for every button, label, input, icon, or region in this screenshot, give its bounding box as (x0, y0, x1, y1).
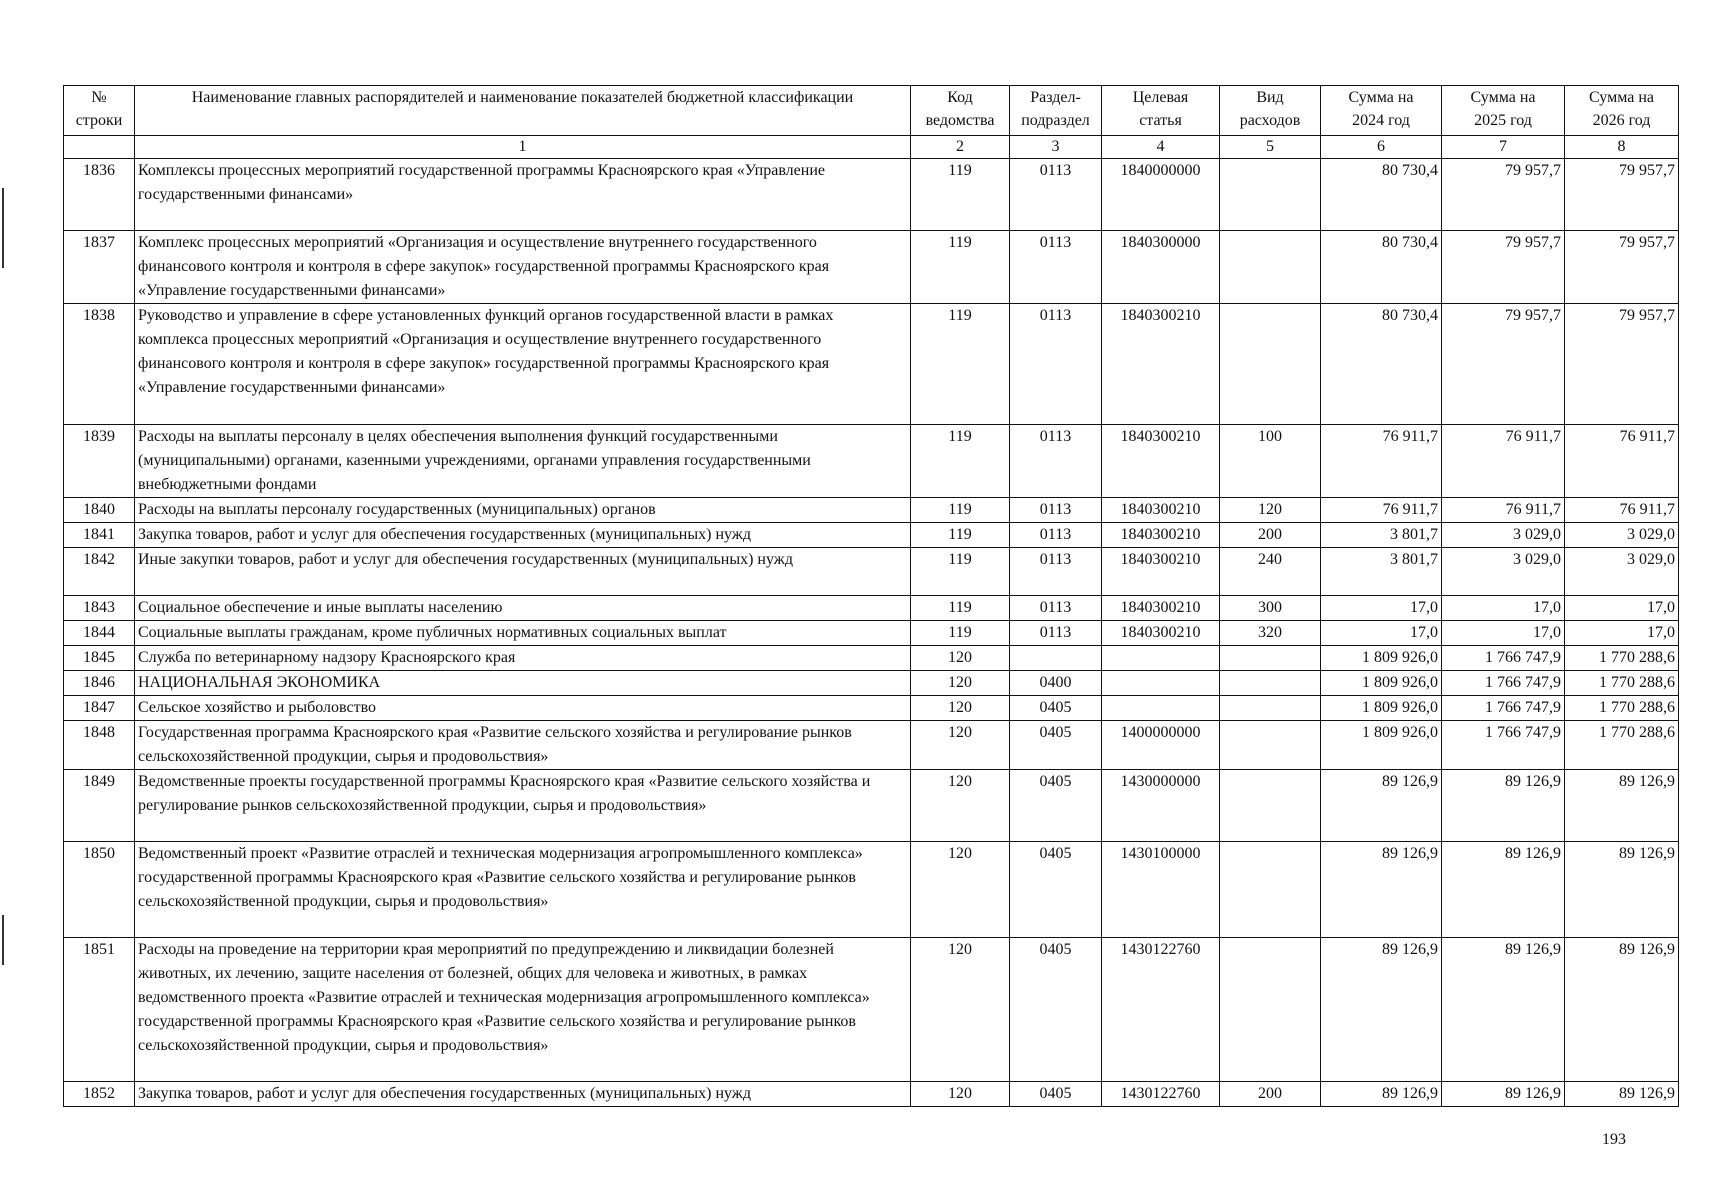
row-expense-kind: 200 (1220, 523, 1321, 548)
row-sum-2025: 1 766 747,9 (1442, 646, 1565, 671)
table-row (64, 548, 1679, 596)
row-sum-2024: 1 809 926,0 (1321, 696, 1442, 721)
row-sum-2025: 89 126,9 (1442, 1082, 1565, 1107)
row-sum-2026: 79 957,7 (1565, 231, 1679, 304)
row-expense-kind (1220, 159, 1321, 231)
row-department-code: 120 (911, 696, 1010, 721)
row-sum-2026: 89 126,9 (1565, 770, 1679, 842)
row-expense-kind: 120 (1220, 498, 1321, 523)
row-department-code: 120 (911, 770, 1010, 842)
row-number: 1845 (64, 646, 135, 671)
row-sum-2025: 89 126,9 (1442, 938, 1565, 1082)
row-sum-2024: 17,0 (1321, 596, 1442, 621)
row-sum-2024: 80 730,4 (1321, 231, 1442, 304)
row-number: 1841 (64, 523, 135, 548)
row-target-article (1102, 646, 1220, 671)
row-sum-2025: 3 029,0 (1442, 548, 1565, 596)
row-target-article (1102, 671, 1220, 696)
row-expense-kind (1220, 231, 1321, 304)
row-target-article: 1400000000 (1102, 721, 1220, 770)
row-sum-2024: 89 126,9 (1321, 938, 1442, 1082)
row-sum-2026: 17,0 (1565, 596, 1679, 621)
row-sum-2024: 1 809 926,0 (1321, 646, 1442, 671)
row-target-article: 1430122760 (1102, 1082, 1220, 1107)
table-row (64, 304, 1679, 425)
header-row (64, 86, 1679, 136)
header-sum-2025: Сумма на 2025 год (1442, 86, 1565, 136)
table-row (64, 770, 1679, 842)
table-row (64, 523, 1679, 548)
column-number: 6 (1321, 136, 1442, 159)
column-number: 5 (1220, 136, 1321, 159)
row-expense-kind (1220, 671, 1321, 696)
row-sum-2026: 89 126,9 (1565, 938, 1679, 1082)
row-section: 0405 (1010, 696, 1102, 721)
row-target-article: 1840300210 (1102, 498, 1220, 523)
table-row (64, 231, 1679, 304)
row-department-code: 120 (911, 721, 1010, 770)
header-section: Раздел- подраздел (1010, 86, 1102, 136)
budget-sheet (63, 85, 1678, 1107)
row-department-code: 119 (911, 159, 1010, 231)
row-sum-2026: 3 029,0 (1565, 523, 1679, 548)
row-name: Сельское хозяйство и рыболовство (135, 696, 911, 721)
row-number: 1842 (64, 548, 135, 596)
row-sum-2024: 89 126,9 (1321, 842, 1442, 938)
row-expense-kind (1220, 721, 1321, 770)
row-sum-2026: 1 770 288,6 (1565, 671, 1679, 696)
row-department-code: 120 (911, 1082, 1010, 1107)
row-expense-kind: 300 (1220, 596, 1321, 621)
row-department-code: 119 (911, 425, 1010, 498)
row-target-article: 1840300210 (1102, 548, 1220, 596)
row-number: 1840 (64, 498, 135, 523)
row-target-article: 1840300210 (1102, 425, 1220, 498)
row-sum-2024: 1 809 926,0 (1321, 671, 1442, 696)
row-sum-2025: 79 957,7 (1442, 231, 1565, 304)
column-number: 7 (1442, 136, 1565, 159)
row-sum-2026: 17,0 (1565, 621, 1679, 646)
header-sum-2024: Сумма на 2024 год (1321, 86, 1442, 136)
table-row (64, 671, 1679, 696)
row-department-code: 120 (911, 938, 1010, 1082)
row-section: 0113 (1010, 596, 1102, 621)
row-expense-kind (1220, 938, 1321, 1082)
table-row (64, 646, 1679, 671)
row-sum-2024: 80 730,4 (1321, 159, 1442, 231)
row-section: 0113 (1010, 231, 1102, 304)
row-sum-2025: 79 957,7 (1442, 159, 1565, 231)
column-number-row (64, 136, 1679, 159)
row-number: 1838 (64, 304, 135, 425)
row-section: 0113 (1010, 304, 1102, 425)
row-expense-kind: 320 (1220, 621, 1321, 646)
row-target-article (1102, 696, 1220, 721)
row-section: 0113 (1010, 523, 1102, 548)
header-sum-2026: Сумма на 2026 год (1565, 86, 1679, 136)
row-expense-kind: 200 (1220, 1082, 1321, 1107)
row-target-article: 1840000000 (1102, 159, 1220, 231)
column-number: 4 (1102, 136, 1220, 159)
row-name: Расходы на выплаты персоналу государственных (муниципальных) органов (135, 498, 911, 523)
row-sum-2024: 17,0 (1321, 621, 1442, 646)
table-row (64, 696, 1679, 721)
budget-table (63, 85, 1679, 1107)
row-name: Социальные выплаты гражданам, кроме публичных нормативных социальных выплат (135, 621, 911, 646)
row-number: 1852 (64, 1082, 135, 1107)
row-section: 0405 (1010, 938, 1102, 1082)
row-sum-2025: 1 766 747,9 (1442, 721, 1565, 770)
table-row (64, 498, 1679, 523)
row-target-article: 1840300000 (1102, 231, 1220, 304)
row-name: Комплексы процессных мероприятий государственной программы Красноярского края «Управление государственными финансами» (135, 159, 911, 231)
row-number: 1847 (64, 696, 135, 721)
row-name: Расходы на проведение на территории края мероприятий по предупреждению и ликвидации болезней животных, их лечению, защите населения от болезней, общих для человека и животных, в рамках ведомственного проекта «Развитие отраслей и техническая модернизация агропромышленного комплекса» государственной программы Красноярского края «Развитие сельского хозяйства и регулирование рынков сельскохозяйственной продукции, сырья и продовольствия» (135, 938, 911, 1082)
row-sum-2026: 79 957,7 (1565, 304, 1679, 425)
header-name: Наименование главных распорядителей и наименование показателей бюджетной классификации (135, 86, 911, 136)
row-department-code: 120 (911, 842, 1010, 938)
header-expense-kind: Вид расходов (1220, 86, 1321, 136)
row-department-code: 119 (911, 304, 1010, 425)
row-section: 0400 (1010, 671, 1102, 696)
row-name: Социальное обеспечение и иные выплаты населению (135, 596, 911, 621)
scan-margin-mark (2, 915, 4, 965)
row-department-code: 119 (911, 231, 1010, 304)
row-number: 1849 (64, 770, 135, 842)
row-sum-2024: 80 730,4 (1321, 304, 1442, 425)
row-section: 0113 (1010, 621, 1102, 646)
row-name: Руководство и управление в сфере установленных функций органов государственной власти в рамках комплекса процессных мероприятий «Организация и осуществление внутреннего государственного финансового контроля и контроля в сфере закупок» государственной программы Красноярского края «Управление государственными финансами» (135, 304, 911, 425)
row-number: 1848 (64, 721, 135, 770)
table-row (64, 938, 1679, 1082)
row-name: Служба по ветеринарному надзору Красноярского края (135, 646, 911, 671)
row-section: 0405 (1010, 842, 1102, 938)
row-sum-2026: 1 770 288,6 (1565, 646, 1679, 671)
row-sum-2024: 76 911,7 (1321, 498, 1442, 523)
row-name: Закупка товаров, работ и услуг для обеспечения государственных (муниципальных) нужд (135, 523, 911, 548)
row-section: 0113 (1010, 548, 1102, 596)
row-sum-2026: 76 911,7 (1565, 425, 1679, 498)
row-expense-kind (1220, 842, 1321, 938)
row-number: 1844 (64, 621, 135, 646)
row-sum-2026: 1 770 288,6 (1565, 721, 1679, 770)
column-number: 8 (1565, 136, 1679, 159)
row-section: 0113 (1010, 159, 1102, 231)
row-sum-2025: 89 126,9 (1442, 842, 1565, 938)
row-name: НАЦИОНАЛЬНАЯ ЭКОНОМИКА (135, 671, 911, 696)
row-expense-kind (1220, 770, 1321, 842)
row-name: Ведомственный проект «Развитие отраслей и техническая модернизация агропромышленного комплекса» государственной программы Красноярского края «Развитие сельского хозяйства и регулирование рынков сельскохозяйственной продукции, сырья и продовольствия» (135, 842, 911, 938)
row-expense-kind (1220, 304, 1321, 425)
row-name: Комплекс процессных мероприятий «Организация и осуществление внутреннего государственного финансового контроля и контроля в сфере закупок» государственной программы Красноярского края «Управление государственными финансами» (135, 231, 911, 304)
row-section: 0405 (1010, 1082, 1102, 1107)
row-sum-2025: 17,0 (1442, 596, 1565, 621)
row-target-article: 1430100000 (1102, 842, 1220, 938)
row-name: Государственная программа Красноярского края «Развитие сельского хозяйства и регулирование рынков сельскохозяйственной продукции, сырья и продовольствия» (135, 721, 911, 770)
row-section: 0113 (1010, 425, 1102, 498)
row-sum-2024: 3 801,7 (1321, 548, 1442, 596)
row-sum-2025: 76 911,7 (1442, 425, 1565, 498)
column-number: 1 (135, 136, 911, 159)
table-row (64, 1082, 1679, 1107)
row-sum-2026: 1 770 288,6 (1565, 696, 1679, 721)
row-expense-kind (1220, 646, 1321, 671)
row-target-article: 1430000000 (1102, 770, 1220, 842)
row-target-article: 1840300210 (1102, 621, 1220, 646)
row-expense-kind: 240 (1220, 548, 1321, 596)
page-number: 193 (1602, 1131, 1626, 1148)
row-target-article: 1840300210 (1102, 596, 1220, 621)
row-section: 0405 (1010, 770, 1102, 842)
row-name: Ведомственные проекты государственной программы Красноярского края «Развитие сельского хозяйства и регулирование рынков сельскохозяйственной продукции, сырья и продовольствия» (135, 770, 911, 842)
row-sum-2025: 17,0 (1442, 621, 1565, 646)
row-target-article: 1840300210 (1102, 304, 1220, 425)
row-department-code: 119 (911, 523, 1010, 548)
row-sum-2024: 89 126,9 (1321, 1082, 1442, 1107)
row-sum-2026: 89 126,9 (1565, 842, 1679, 938)
row-expense-kind (1220, 696, 1321, 721)
table-row (64, 842, 1679, 938)
row-target-article: 1430122760 (1102, 938, 1220, 1082)
row-sum-2025: 89 126,9 (1442, 770, 1565, 842)
table-row (64, 621, 1679, 646)
row-department-code: 119 (911, 621, 1010, 646)
row-number: 1850 (64, 842, 135, 938)
row-number: 1851 (64, 938, 135, 1082)
row-number: 1843 (64, 596, 135, 621)
row-name: Закупка товаров, работ и услуг для обеспечения государственных (муниципальных) нужд (135, 1082, 911, 1107)
row-name: Расходы на выплаты персоналу в целях обеспечения выполнения функций государственными (муниципальными) органами, казенными учреждениями, органами управления государственными внебюджетными фондами (135, 425, 911, 498)
header-row-number: № строки (64, 86, 135, 136)
row-sum-2025: 79 957,7 (1442, 304, 1565, 425)
table-row (64, 721, 1679, 770)
row-sum-2024: 1 809 926,0 (1321, 721, 1442, 770)
row-department-code: 119 (911, 498, 1010, 523)
row-expense-kind: 100 (1220, 425, 1321, 498)
row-sum-2024: 89 126,9 (1321, 770, 1442, 842)
row-number: 1846 (64, 671, 135, 696)
row-sum-2026: 79 957,7 (1565, 159, 1679, 231)
row-number: 1836 (64, 159, 135, 231)
row-sum-2025: 1 766 747,9 (1442, 696, 1565, 721)
row-target-article: 1840300210 (1102, 523, 1220, 548)
row-section (1010, 646, 1102, 671)
row-sum-2024: 76 911,7 (1321, 425, 1442, 498)
column-number: 3 (1010, 136, 1102, 159)
table-row (64, 159, 1679, 231)
row-sum-2025: 76 911,7 (1442, 498, 1565, 523)
row-section: 0405 (1010, 721, 1102, 770)
row-department-code: 119 (911, 548, 1010, 596)
row-section: 0113 (1010, 498, 1102, 523)
row-sum-2026: 3 029,0 (1565, 548, 1679, 596)
header-target-article: Целевая статья (1102, 86, 1220, 136)
row-sum-2025: 3 029,0 (1442, 523, 1565, 548)
row-sum-2026: 89 126,9 (1565, 1082, 1679, 1107)
column-number (64, 136, 135, 159)
row-number: 1837 (64, 231, 135, 304)
row-sum-2024: 3 801,7 (1321, 523, 1442, 548)
row-number: 1839 (64, 425, 135, 498)
row-department-code: 119 (911, 596, 1010, 621)
row-department-code: 120 (911, 671, 1010, 696)
table-row (64, 425, 1679, 498)
table-row (64, 596, 1679, 621)
row-department-code: 120 (911, 646, 1010, 671)
row-sum-2026: 76 911,7 (1565, 498, 1679, 523)
row-name: Иные закупки товаров, работ и услуг для обеспечения государственных (муниципальных) нужд (135, 548, 911, 596)
row-sum-2025: 1 766 747,9 (1442, 671, 1565, 696)
scan-margin-mark (2, 188, 4, 268)
column-number: 2 (911, 136, 1010, 159)
header-department-code: Код ведомства (911, 86, 1010, 136)
